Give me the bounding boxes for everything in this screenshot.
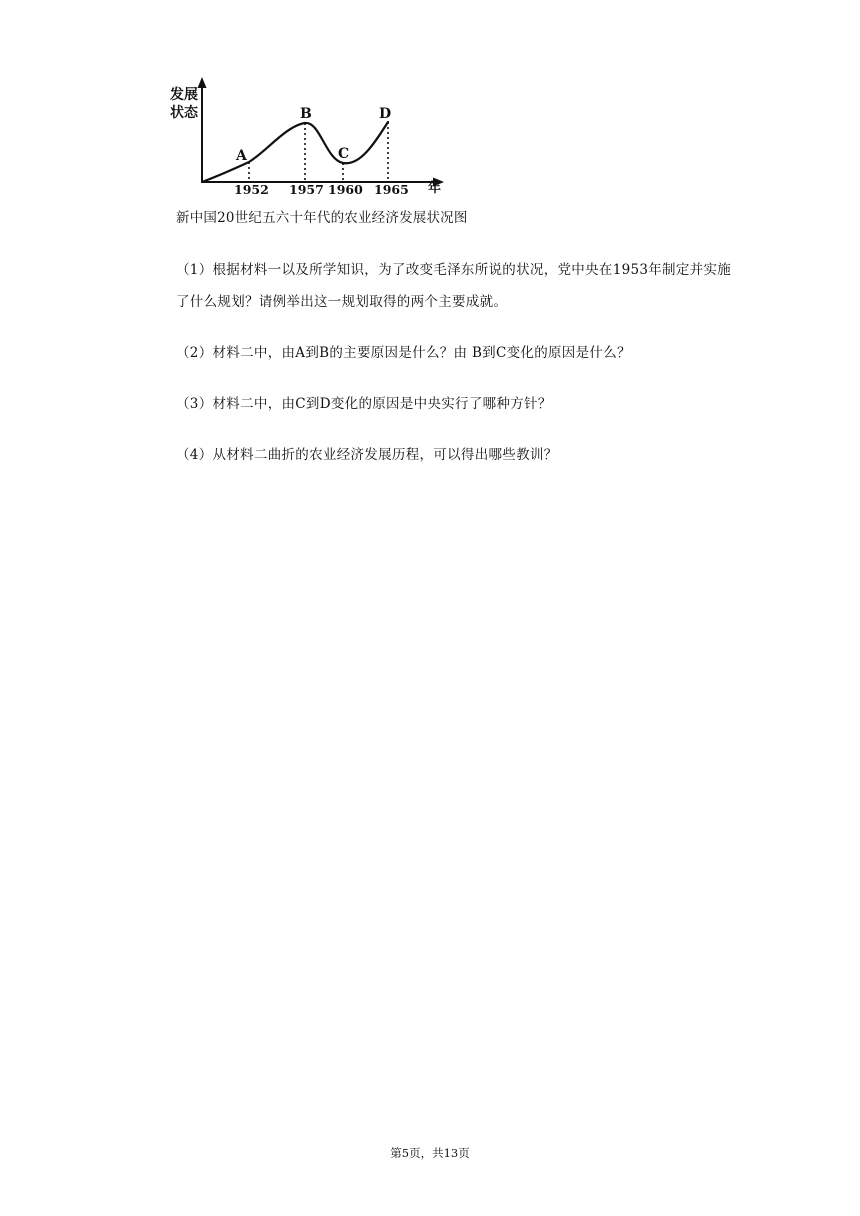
point-label-b: B <box>300 106 312 122</box>
y-axis-arrow <box>198 77 207 88</box>
tick-label-1957: 1957 <box>289 182 324 197</box>
tick-label-1960: 1960 <box>328 182 363 197</box>
page-footer: 第5页，共13页 <box>390 1146 470 1160</box>
tick-label-1965: 1965 <box>374 182 409 197</box>
tick-label-1952: 1952 <box>234 182 269 197</box>
x-axis-label: 年 <box>428 181 442 196</box>
ylabel-row-1: 发展 <box>170 87 198 103</box>
development-curve <box>202 122 388 182</box>
point-label-d: D <box>379 106 392 122</box>
point-label-c: C <box>338 146 350 162</box>
question-3: （3）材料二中，由C到D变化的原因是中央实行了哪种方针？ <box>176 396 552 412</box>
question-4: （4）从材料二曲折的农业经济发展历程，可以得出哪些教训？ <box>176 447 558 463</box>
question-1: （1）根据材料一以及所学知识，为了改变毛泽东所说的状况，党中央在1953年制定并实施了什么规划？请例举出这一规划取得的两个主要成就。 <box>176 262 732 310</box>
development-chart <box>168 72 458 200</box>
point-label-a: A <box>236 148 247 164</box>
ylabel-row-2: 状态 <box>170 105 198 121</box>
question-2: （2）材料二中，由A到B的主要原因是什么？由 B到C变化的原因是什么？ <box>176 345 631 361</box>
chart-svg <box>168 72 458 200</box>
figure-caption: 新中国20世纪五六十年代的农业经济发展状况图 <box>176 210 468 226</box>
